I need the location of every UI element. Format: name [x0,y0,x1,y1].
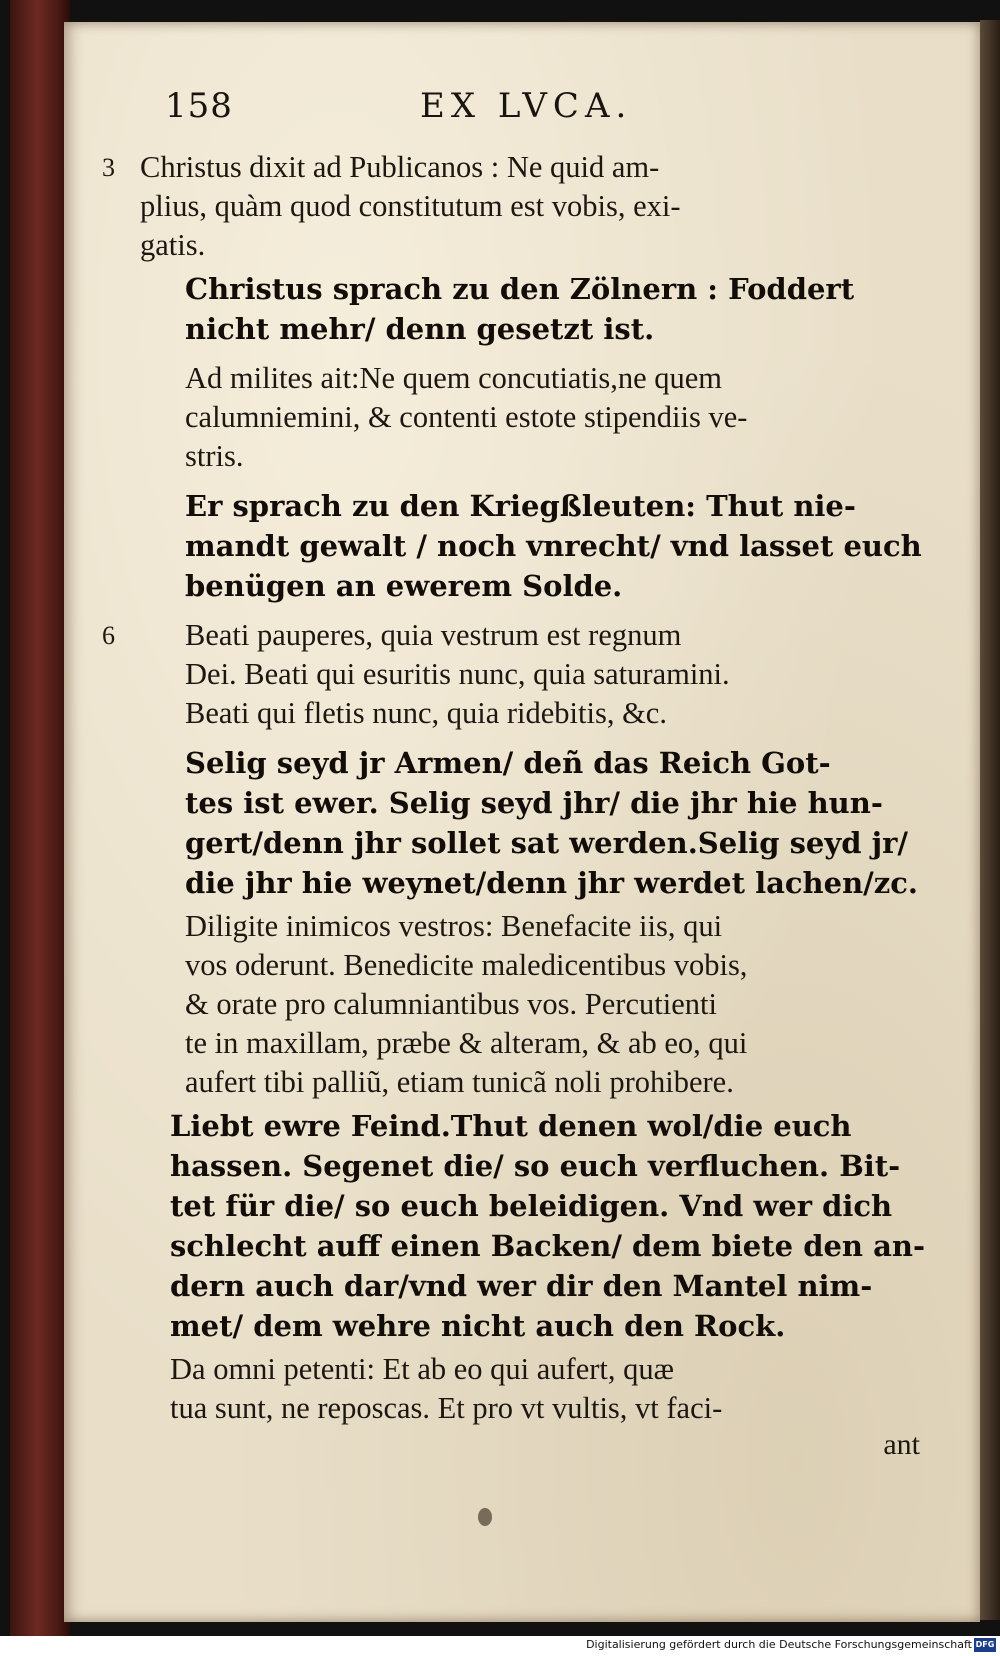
text-line: benügen an ewerem Solde. [185,569,623,603]
text-line: gatis. [140,228,206,262]
text-line: met/ dem wehre nicht auch den Rock. [170,1309,786,1343]
text-line: tua sunt, ne reposcas. Et pro vt vultis, vt faci- [170,1391,723,1425]
funding-credit: Digitalisierung gefördert durch die Deutsche Forschungsgemeinschaft [586,1638,972,1651]
text-line: te in maxillam, præbe & alteram, & ab eo, qui [185,1026,748,1060]
dfg-logo: DFG [974,1638,996,1652]
german-paragraph [140,269,950,349]
german-paragraph [140,1106,950,1346]
text-line: Diligite inimicos vestros: Benefacite iis, qui [185,909,723,943]
latin-paragraph [102,616,950,733]
text-line: Dei. Beati qui esuritis nunc, quia saturamini. [185,657,730,691]
german-paragraph [140,486,950,606]
text-line: tet für die/ so euch beleidigen. Vnd wer dich [170,1189,893,1223]
german-paragraph [140,743,950,903]
text-line: Christus dixit ad Publicanos : Ne quid am- [140,150,660,184]
text-line: tes ist ewer. Selig seyd jhr/ die jhr hie hun- [185,786,883,820]
text-line: & orate pro calumniantibus vos. Percutienti [185,987,717,1021]
running-title: EX LVCA. [420,86,633,126]
text-line: gert/denn jhr sollet sat werden.Selig seyd jr/ [185,826,908,860]
text-line: Selig seyd jr Armen/ deñ das Reich Got- [185,746,831,780]
latin-paragraph [102,148,950,265]
page-header [165,86,745,130]
text-line: schlecht auff einen Backen/ dem biete den an- [170,1229,926,1263]
text-line: die jhr hie weynet/denn jhr werdet lachen/zc. [185,866,918,900]
catchword: ant [883,1428,920,1461]
latin-paragraph [140,907,950,1102]
text-line: aufert tibi palliũ, etiam tunicã noli prohibere. [185,1065,734,1099]
text-line: Beati qui fletis nunc, quia ridebitis, &c. [185,696,667,730]
page-body [102,148,950,1462]
text-line: mandt gewalt / noch vnrecht/ vnd lasset euch [185,529,922,563]
digitization-footer [0,1636,1000,1656]
text-line: hassen. Segenet die/ so euch verfluchen. Bit- [170,1149,901,1183]
text-line: Da omni petenti: Et ab eo qui aufert, quæ [170,1352,674,1386]
verse-marker: 6 [102,621,115,650]
book-fore-edge [980,20,1000,1620]
text-line: stris. [185,439,244,473]
text-line: dern auch dar/vnd wer dir den Mantel nim- [170,1269,873,1303]
latin-paragraph [140,359,950,476]
text-line: Liebt ewre Feind.Thut denen wol/die euch [170,1109,852,1143]
text-line: Beati pauperes, quia vestrum est regnum [185,618,682,652]
page-number: 158 [165,86,233,126]
text-line: Christus sprach zu den Zölnern : Foddert [185,272,855,306]
verse-marker: 3 [102,153,115,182]
text-line: plius, quàm quod constitutum est vobis, exi- [140,189,681,223]
text-line: Ad milites ait:Ne quem concutiatis,ne quem [185,361,723,395]
text-line: vos oderunt. Benedicite maledicentibus vobis, [185,948,748,982]
text-line: calumniemini, & contenti estote stipendiis ve- [185,400,748,434]
latin-paragraph [140,1350,950,1428]
text-line: Er sprach zu den Kriegßleuten: Thut nie- [185,489,856,523]
text-line: nicht mehr/ denn gesetzt ist. [185,312,655,346]
book-spine-edge [10,0,70,1636]
ink-spot [478,1508,492,1526]
